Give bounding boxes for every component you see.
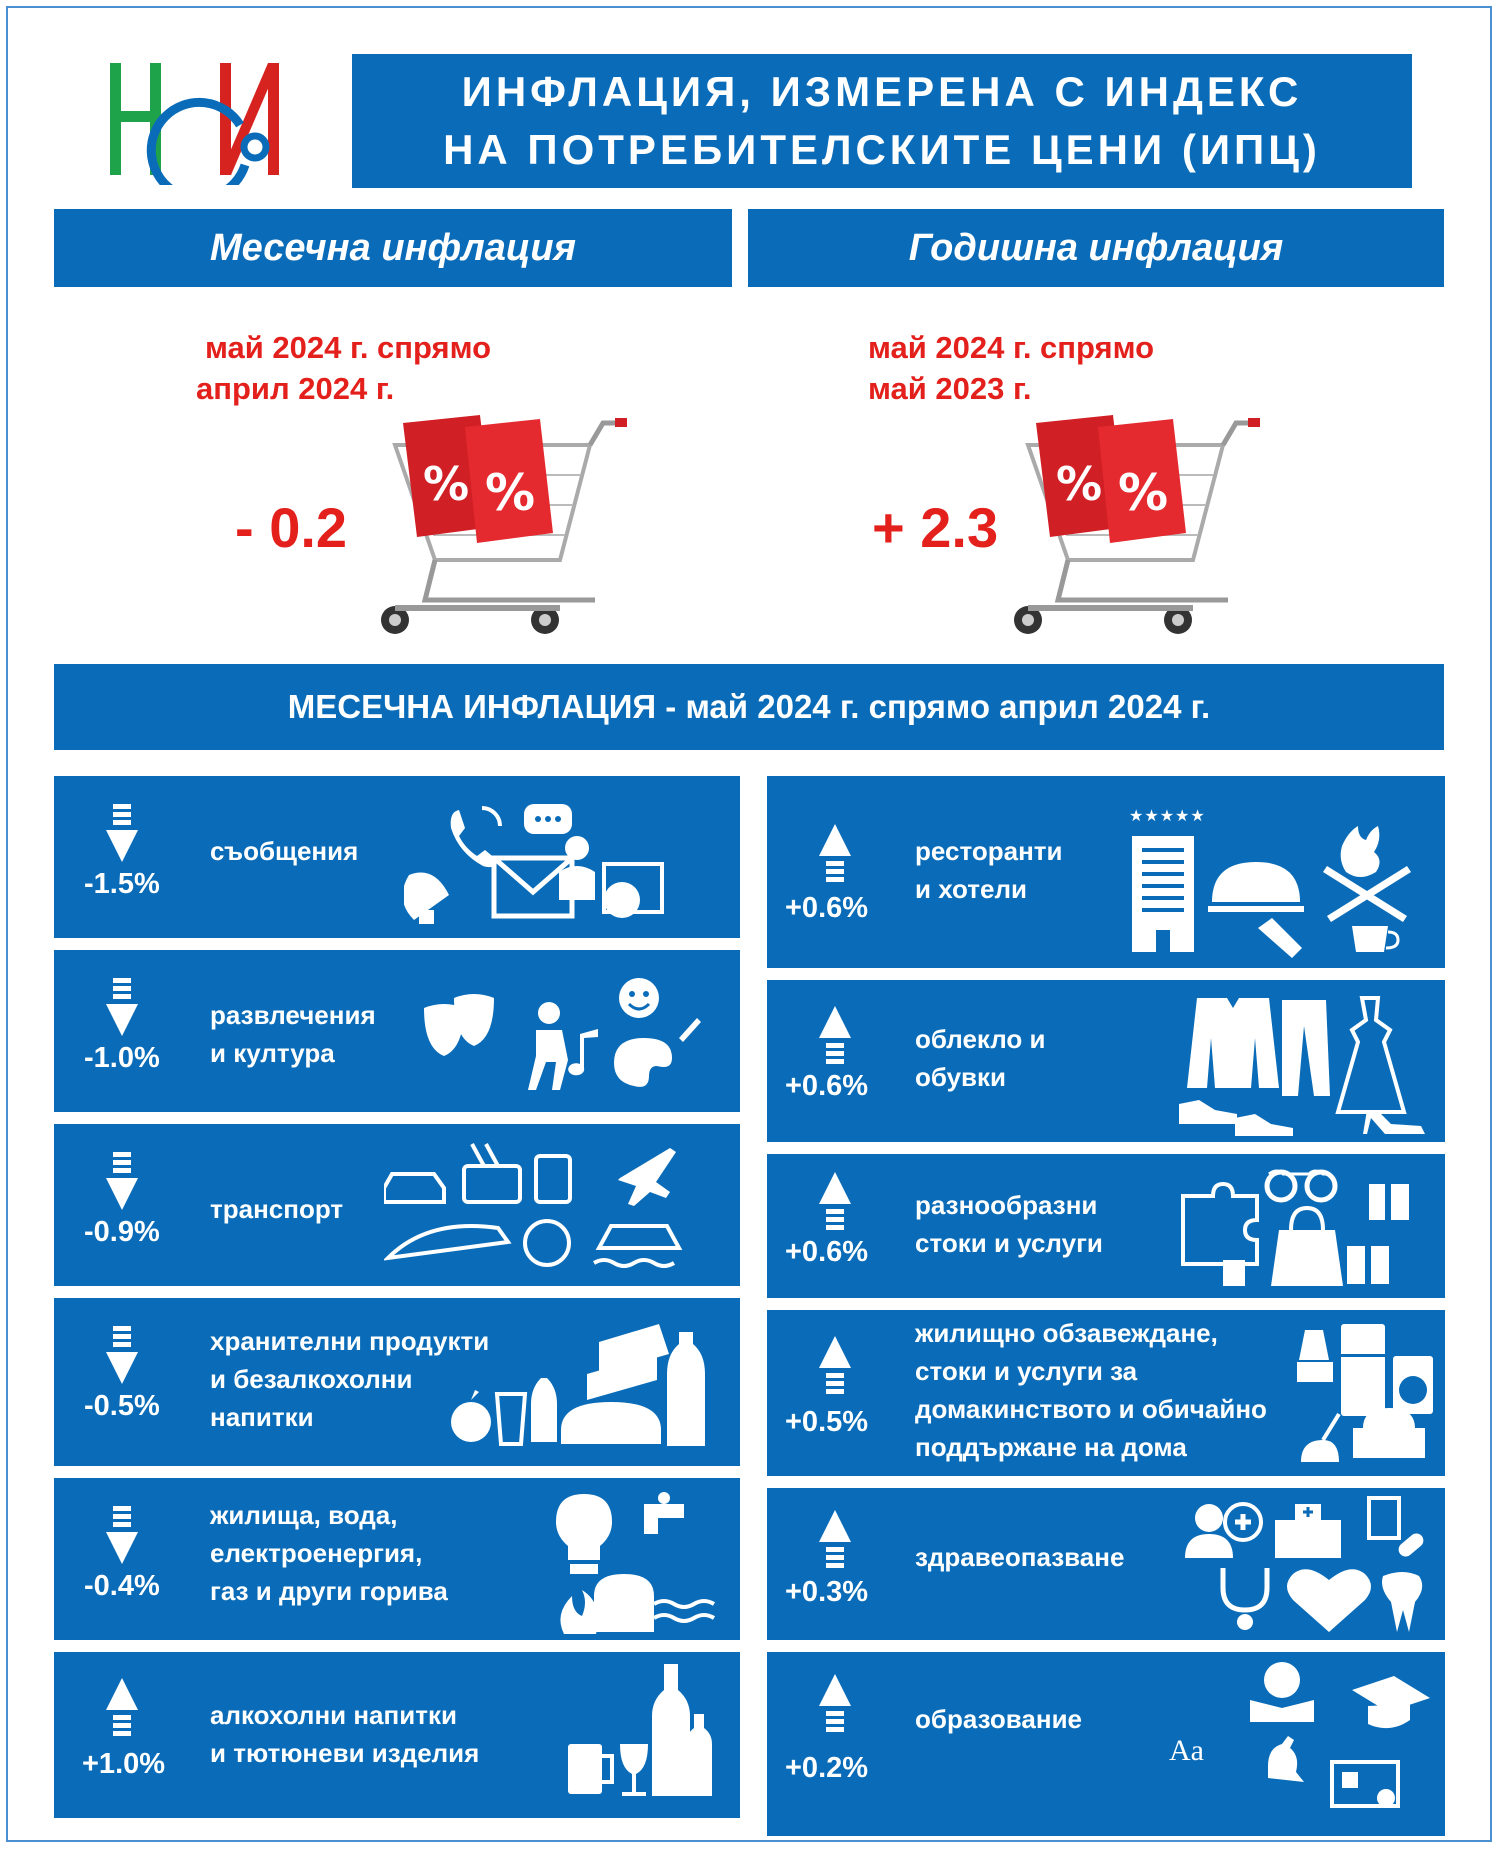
category-value: -1.5% xyxy=(84,868,160,900)
category-label-line-2: и безалкохолни xyxy=(210,1364,413,1394)
monthly-heading: Месечна инфлация xyxy=(54,209,732,287)
category-value: -0.4% xyxy=(84,1570,160,1602)
pills-icon xyxy=(1369,1498,1399,1538)
main-title-box xyxy=(352,54,1412,188)
category-label-line-2: и тютюневи изделия xyxy=(210,1738,480,1768)
coffee-cup-icon xyxy=(1352,926,1388,952)
category-label-line-3: газ и други горива xyxy=(210,1576,448,1606)
category-card-clothing xyxy=(767,980,1445,1142)
arrow-up-icon xyxy=(819,1172,851,1232)
annual-value: + 2.3 xyxy=(872,496,999,559)
category-label-line-2: и хотели xyxy=(915,874,1027,904)
monthly-breakdown-heading: МЕСЕЧНА ИНФЛАЦИЯ - май 2024 г. спрямо април 2024 г. xyxy=(54,664,1444,750)
trousers-icon xyxy=(1282,1000,1330,1096)
svg-text:%: % xyxy=(1118,464,1169,522)
hotel-stars: ★★★★★ xyxy=(1129,806,1206,825)
main-title-line-1: ИНФЛАЦИЯ, ИЗМЕРЕНА С ИНДЕКС xyxy=(461,68,1303,115)
arrow-up-icon xyxy=(819,1336,851,1396)
category-value: +0.6% xyxy=(785,892,869,924)
category-label-line-1: алкохолни напитки xyxy=(210,1700,457,1730)
main-title-line-2: НА ПОТРЕБИТЕЛСКИТЕ ЦЕНИ (ИПЦ) xyxy=(443,126,1321,173)
category-card-transport xyxy=(54,1124,740,1286)
arrow-up-icon xyxy=(819,1510,851,1570)
vacuum-icon xyxy=(1301,1440,1339,1462)
beer-mug-icon xyxy=(568,1744,602,1794)
glass-icon xyxy=(497,1394,525,1444)
category-card-communications xyxy=(54,776,740,938)
category-value: +0.6% xyxy=(785,1070,869,1102)
car-icon xyxy=(384,1174,444,1202)
category-value: +0.2% xyxy=(785,1752,869,1784)
wine-glass-icon xyxy=(620,1744,648,1796)
category-label: здравеопазване xyxy=(915,1542,1125,1572)
category-value: +0.5% xyxy=(785,1406,869,1438)
category-label-line-2: стоки и услуги xyxy=(915,1228,1103,1258)
category-value: -0.5% xyxy=(84,1390,160,1422)
arrow-down-icon xyxy=(106,1152,138,1210)
dancer-icon xyxy=(538,1002,560,1024)
monthly-period-line-2: април 2024 г. xyxy=(196,371,395,406)
category-value: +0.6% xyxy=(785,1236,869,1268)
ship-icon xyxy=(599,1226,679,1248)
category-label-line-2: електроенергия, xyxy=(210,1538,423,1568)
metro-icon xyxy=(525,1221,569,1265)
svg-text:%: % xyxy=(485,464,536,522)
water-icon xyxy=(654,1601,714,1607)
category-value: -0.9% xyxy=(84,1216,160,1248)
milk-bottle-icon xyxy=(531,1378,557,1442)
letters-icon: Aa xyxy=(1169,1734,1204,1767)
category-card-health xyxy=(767,1488,1445,1640)
bell-icon xyxy=(1268,1736,1304,1782)
puzzle-icon xyxy=(1183,1184,1257,1264)
shoe-icon xyxy=(1179,1100,1237,1124)
category-label-line-4: поддържане на дома xyxy=(915,1432,1187,1462)
annual-heading: Годишна инфлация xyxy=(748,209,1444,287)
tooth-icon xyxy=(1382,1572,1422,1632)
category-card-alcohol-tobacco xyxy=(54,1652,740,1818)
dress-icon xyxy=(1338,998,1404,1112)
annual-period-line-2: май 2023 г. xyxy=(868,371,1032,406)
arrow-down-icon xyxy=(106,978,138,1036)
faucet-icon xyxy=(644,1504,684,1534)
category-label-line-3: напитки xyxy=(210,1402,314,1432)
person-phone-icon xyxy=(565,836,589,860)
category-value: +0.3% xyxy=(785,1576,869,1608)
arrow-down-icon xyxy=(106,804,138,862)
palette-icon xyxy=(614,1038,672,1087)
book-brain-icon xyxy=(1264,1662,1300,1698)
category-label-line-2: стоки и услуги за xyxy=(915,1356,1138,1386)
shirt-icon xyxy=(1187,998,1279,1088)
arrow-up-icon xyxy=(819,1006,851,1066)
arrow-down-icon xyxy=(106,1506,138,1564)
category-label-line-1: развлечения xyxy=(210,1000,376,1030)
blender-icon xyxy=(1299,1330,1329,1360)
hospital-icon xyxy=(1275,1520,1341,1558)
nsi-logo xyxy=(100,55,290,185)
doctor-icon xyxy=(1195,1504,1223,1532)
category-card-recreation xyxy=(54,950,740,1112)
category-label-line-1: облекло и xyxy=(915,1024,1046,1054)
bread-icon xyxy=(561,1402,661,1444)
light-bulb-icon xyxy=(556,1494,612,1560)
arrow-up-icon xyxy=(819,824,851,884)
category-label-line-3: домакинството и обичайно xyxy=(915,1394,1267,1424)
arrow-up-icon xyxy=(819,1674,851,1734)
monthly-period-line-1: май 2024 г. спрямо xyxy=(205,330,492,365)
category-card-education xyxy=(767,1652,1445,1836)
smiley-icon xyxy=(619,978,659,1018)
category-label-line-1: жилища, вода, xyxy=(210,1500,398,1530)
annual-period-line-1: май 2024 г. спрямо xyxy=(868,330,1155,365)
category-label-line-1: хранителни продукти xyxy=(210,1326,490,1356)
category-label-line-1: ресторанти xyxy=(915,836,1063,866)
category-value: +1.0% xyxy=(82,1748,166,1780)
category-card-household xyxy=(767,1310,1445,1476)
category-value: -1.0% xyxy=(84,1042,160,1074)
arrow-up-icon xyxy=(106,1678,138,1738)
shopping-cart-icon xyxy=(375,405,630,645)
monthly-value: - 0.2 xyxy=(235,496,348,559)
svg-text:%: % xyxy=(423,457,470,511)
cloche-icon xyxy=(1212,862,1300,902)
category-label-line-1: разнообразни xyxy=(915,1190,1098,1220)
category-label: образование xyxy=(915,1704,1083,1734)
train-icon xyxy=(388,1226,508,1258)
stethoscope-icon xyxy=(1223,1568,1267,1610)
bottle-icon xyxy=(652,1664,690,1796)
category-card-housing xyxy=(54,1478,740,1640)
apple-icon xyxy=(451,1402,491,1442)
category-card-restaurants-hotels xyxy=(767,776,1445,968)
svg-text:%: % xyxy=(1056,457,1103,511)
fridge-icon xyxy=(1341,1324,1385,1416)
category-label: транспорт xyxy=(210,1194,344,1224)
category-label-line-2: обувки xyxy=(915,1062,1007,1092)
shopping-cart-icon xyxy=(1008,405,1263,645)
category-card-food xyxy=(54,1298,740,1466)
category-label: съобщения xyxy=(210,836,359,866)
music-note-icon xyxy=(568,1029,598,1075)
gas-cylinder-icon xyxy=(594,1574,654,1632)
airplane-icon xyxy=(618,1148,676,1206)
handbag-icon xyxy=(1271,1230,1343,1286)
arrow-down-icon xyxy=(106,1326,138,1384)
bus-icon xyxy=(536,1156,570,1202)
heart-icon xyxy=(1287,1569,1371,1632)
grill-icon xyxy=(1341,826,1380,877)
category-card-misc-goods xyxy=(767,1154,1445,1298)
phone-icon xyxy=(451,810,497,867)
trolleybus-icon xyxy=(464,1166,520,1202)
category-label-line-2: и култура xyxy=(210,1038,335,1068)
category-label-line-1: жилищно обзавеждане, xyxy=(915,1318,1218,1348)
water-bottle-icon xyxy=(667,1332,705,1446)
